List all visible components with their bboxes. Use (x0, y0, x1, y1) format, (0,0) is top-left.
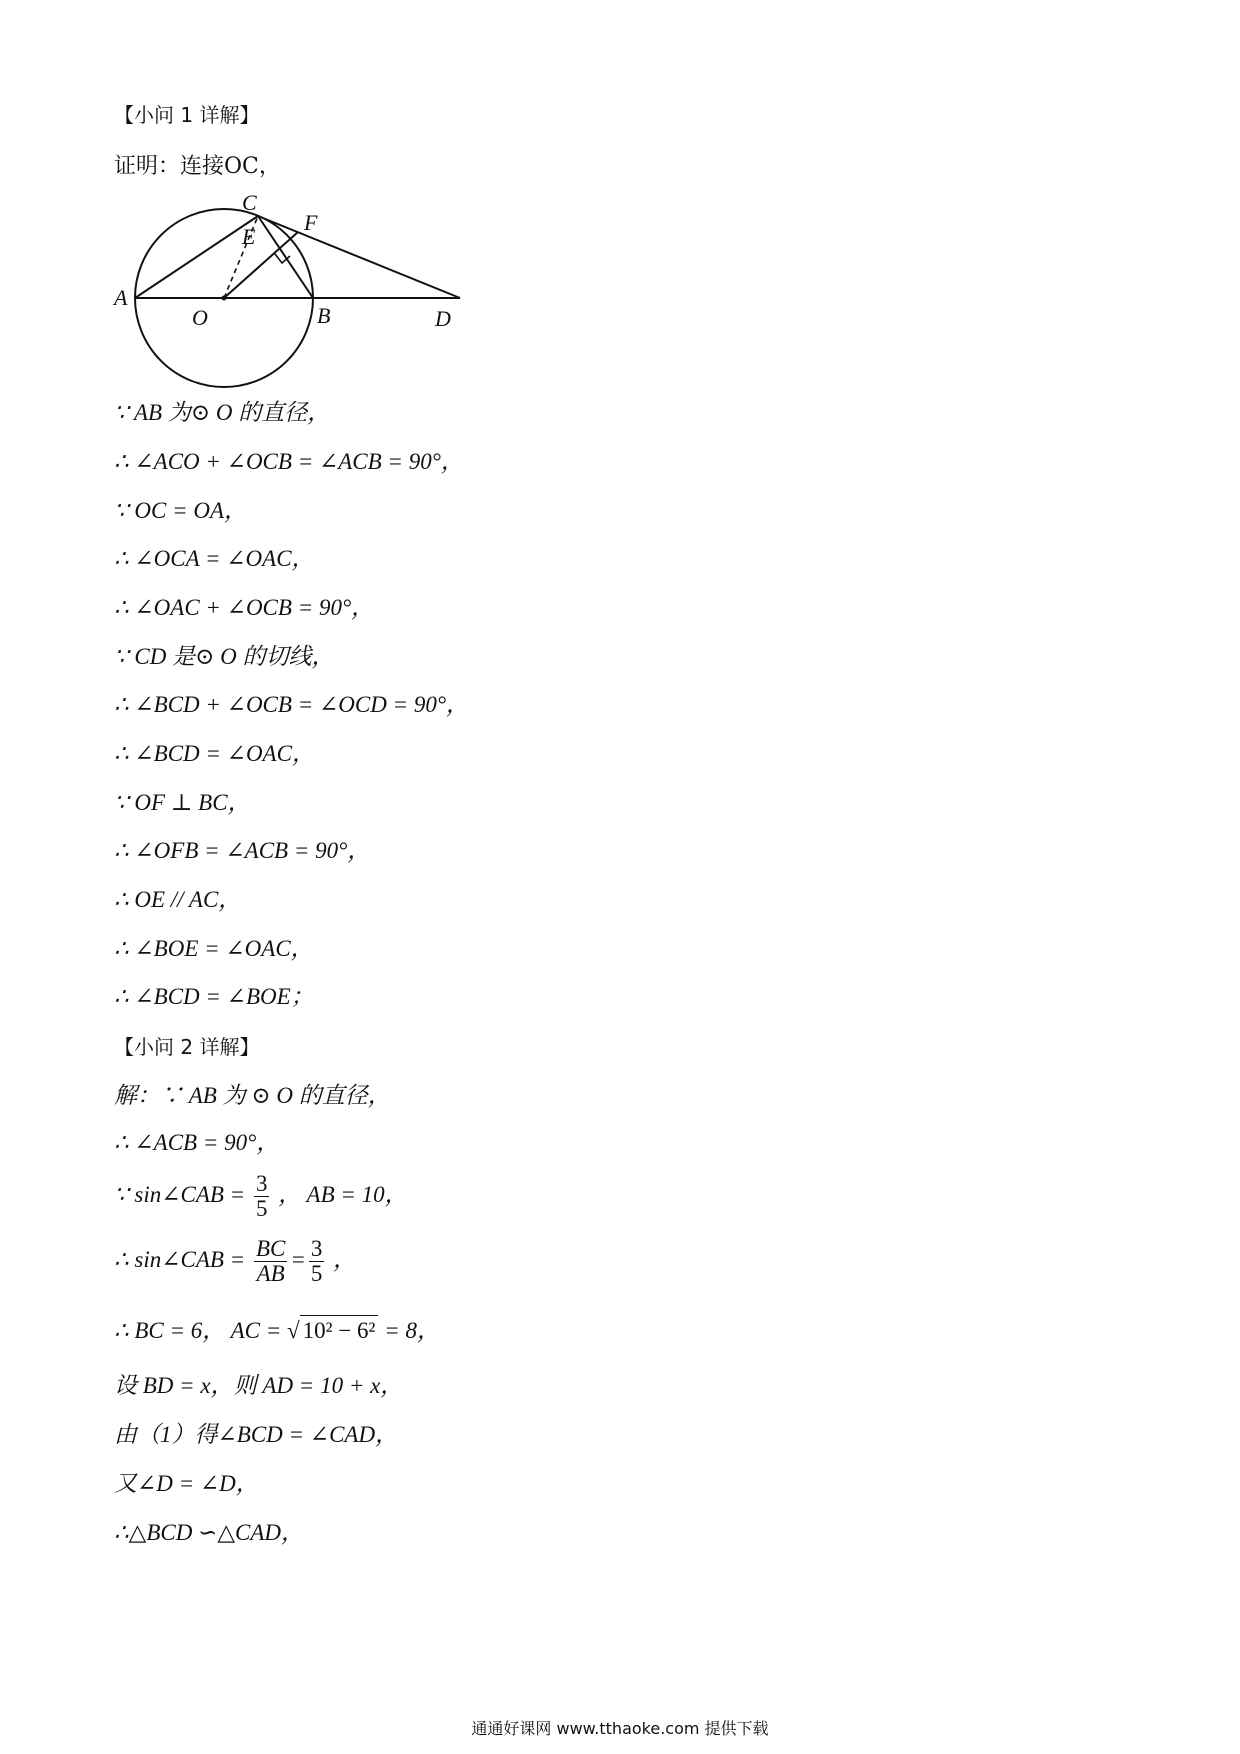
part1-heading: 【小问 1 详解】 (114, 103, 260, 127)
part1-step-2: ∴ ∠ACO + ∠OCB = ∠ACB = 90°， (114, 449, 464, 474)
part2-step-8: 又∠D = ∠D， (114, 1471, 259, 1496)
part1-step-13: ∴ ∠BCD = ∠BOE； (114, 984, 314, 1009)
label-a: A (114, 285, 128, 310)
ac-result: = 8， (384, 1318, 440, 1343)
part2-step-9: ∴△BCD ∽△CAD， (114, 1520, 305, 1545)
fraction-denominator: 5 (255, 1196, 268, 1221)
part1-step-8: ∴ ∠BCD = ∠OAC， (114, 741, 315, 766)
part2-step-3 (114, 1172, 408, 1221)
label-c: C (242, 190, 257, 215)
part1-step-11: ∴ OE // AC， (114, 887, 242, 912)
part2-step-1: 解：∵ AB 为 ⊙ O 的直径， (114, 1083, 391, 1108)
sin-ratio-expression: ∴ sin∠CAB = (114, 1246, 246, 1272)
fraction-denominator: AB (256, 1261, 285, 1286)
part1-step-4: ∴ ∠OCA = ∠OAC， (114, 546, 315, 571)
fraction-three-fifths (254, 1172, 270, 1221)
geometry-figure (112, 190, 472, 390)
part2-step-2: ∴ ∠ACB = 90°， (114, 1130, 280, 1155)
label-b: B (317, 303, 331, 328)
part1-step-12: ∴ ∠BOE = ∠OAC， (114, 936, 314, 961)
bc-ac-expression: ∴ BC = 6， AC = (114, 1318, 282, 1343)
part1-step-10: ∴ ∠OFB = ∠ACB = 90°， (114, 838, 371, 863)
fraction-denominator: 5 (310, 1261, 323, 1286)
center-dot (222, 296, 227, 301)
fraction-bc-ab (254, 1237, 287, 1286)
label-f: F (304, 210, 318, 235)
sqrt-sign: √ (287, 1318, 300, 1343)
label-o: O (192, 305, 208, 330)
label-d: D (435, 306, 451, 331)
part2-step-6: 设 BD = x，则 AD = 10 + x， (114, 1373, 404, 1398)
part2-step-7: 由（1）得∠BCD = ∠CAD， (114, 1422, 399, 1447)
sin-expression: ∵ sin∠CAB = (114, 1181, 246, 1207)
radicand: 10² − 6² (300, 1315, 379, 1346)
label-e: E (242, 224, 256, 249)
part1-step-5: ∴ ∠OAC + ∠OCB = 90°， (114, 595, 375, 620)
fraction-numerator: 3 (255, 1171, 268, 1196)
part2-step-5 (114, 1315, 440, 1346)
part1-step-7: ∴ ∠BCD + ∠OCB = ∠OCD = 90°， (114, 692, 470, 717)
footer-credit: 通通好课网 www.tthaoke.com 提供下载 (471, 1719, 769, 1738)
fraction-numerator: BC (255, 1236, 286, 1261)
punctuation: ， (333, 1246, 357, 1272)
part1-intro: 证明：连接OC， (114, 154, 281, 179)
line-ac (135, 216, 258, 298)
fraction-numerator: 3 (310, 1236, 323, 1261)
part1-step-9: ∵ OF ⊥ BC， (114, 790, 251, 815)
part1-step-1: ∵ AB 为⊙ O 的直径， (114, 400, 331, 425)
part1-step-6: ∵ CD 是⊙ O 的切线， (114, 644, 335, 669)
fraction-three-fifths (309, 1237, 325, 1286)
line-of (224, 232, 298, 298)
part2-heading: 【小问 2 详解】 (114, 1035, 260, 1059)
part1-step-3: ∵ OC = OA， (114, 498, 248, 523)
ab-value: ， AB = 10， (278, 1181, 408, 1207)
part2-step-4: ∴ sin∠CAB = $\frac{BC}{AB}$ = $\frac{3}{5}$ ， (114, 1236, 357, 1286)
